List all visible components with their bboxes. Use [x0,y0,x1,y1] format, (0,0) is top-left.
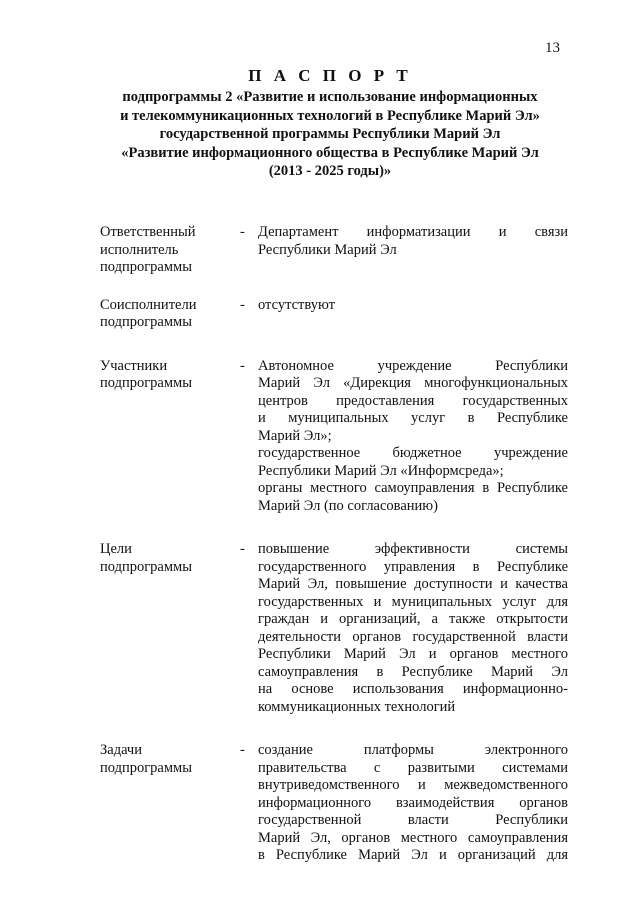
row-value-line: Республики Марий Эл «Информсреда»; [258,462,504,479]
row-value-line: государственных и муниципальных услуг для [258,593,568,610]
row-value-line: государственного управления в Республике [258,558,568,575]
row-value-line: и муниципальных услуг в Республике [258,410,568,426]
passport-row [100,297,568,332]
row-value-line: органы местного самоуправления в Республике [258,480,568,496]
row-value-line: Автономное учреждение Республики [258,357,568,374]
subtitle-line: государственной программы Республики Марий Эл [159,126,501,142]
row-value-line: в Республике Марий Эл и организаций для [258,847,568,863]
row-value-line: Республики Марий Эл [258,241,397,258]
passport-row [100,224,568,277]
row-value-line: Марий Эл, повышение доступности и качества [258,576,568,592]
row-value-line: коммуникационных технологий [258,698,456,715]
passport-heading [80,66,580,181]
row-value-line: правительства с развитыми системами [258,759,568,776]
row-value-line: Департамент информатизации и связи [258,224,568,240]
document-title: П А С П О Р Т [248,66,412,85]
passport-row [100,742,568,865]
row-value-line: центров предоставления государственных [258,392,568,409]
row-label-line: подпрограммы [100,259,192,275]
passport-row [100,541,568,716]
row-value-line: Марий Эл, органов местного самоуправления [258,829,568,846]
subtitle-line: «Развитие информационного общества в Республике Марий Эл [121,144,539,161]
row-value-line: Республики Марий Эл и органов местного [258,646,568,662]
row-value-line: создание платформы электронного [258,742,568,758]
row-label-line: Ответственный [100,224,196,240]
row-label-line: Участники [100,357,168,374]
row-value-line: внутриведомственного и межведомственного [258,777,568,793]
row-value [258,541,568,716]
row-dash: - [240,296,245,313]
row-label-line: исполнитель [100,241,179,258]
row-value-line: граждан и организаций, а также открытости [258,611,568,627]
row-dash: - [240,541,245,557]
row-value [258,742,568,865]
row-label [100,297,240,332]
row-label-line: подпрограммы [100,759,192,776]
row-label-line: подпрограммы [100,314,192,330]
row-value-line: самоуправления в Республике Марий Эл [258,663,568,680]
passport-table [100,224,568,865]
row-value-line: государственной власти Республики [258,812,568,828]
row-value-line: государственное бюджетное учреждение [258,445,568,461]
row-label-line: подпрограммы [100,375,192,391]
row-value-line: Марий Эл (по согласованию) [258,497,438,514]
row-label [100,224,240,277]
row-value-line: отсутствуют [258,296,335,313]
row-value-line: информационного взаимодействия органов [258,794,568,811]
row-label [100,358,240,393]
row-label-line: подпрограммы [100,558,192,575]
subtitle-line: (2013 - 2025 годы)» [268,163,392,179]
row-dash: - [240,742,245,758]
subtitle-line: подпрограммы 2 «Развитие и использование информационных [122,89,538,105]
row-label-line: Цели [100,541,132,557]
row-value-line: Марий Эл»; [258,427,332,444]
row-value-line: повышение эффективности системы [258,541,568,557]
row-label-line: Задачи [100,742,142,758]
row-value-line: Марий Эл «Дирекция многофункциональных [258,375,568,391]
subtitle-line: и телекоммуникационных технологий в Республике Марий Эл» [120,107,540,124]
row-label-line: Соисполнители [100,296,197,313]
row-value-line: деятельности органов государственной власти [258,628,568,645]
row-dash: - [240,357,245,374]
row-dash: - [240,224,245,240]
row-value [258,224,568,259]
row-label [100,541,240,576]
row-label [100,742,240,777]
row-value [258,358,568,516]
row-value [258,297,568,315]
page-number: 13 [545,40,560,56]
row-value-line: на основе использования информационно- [258,681,568,697]
passport-row [100,358,568,516]
